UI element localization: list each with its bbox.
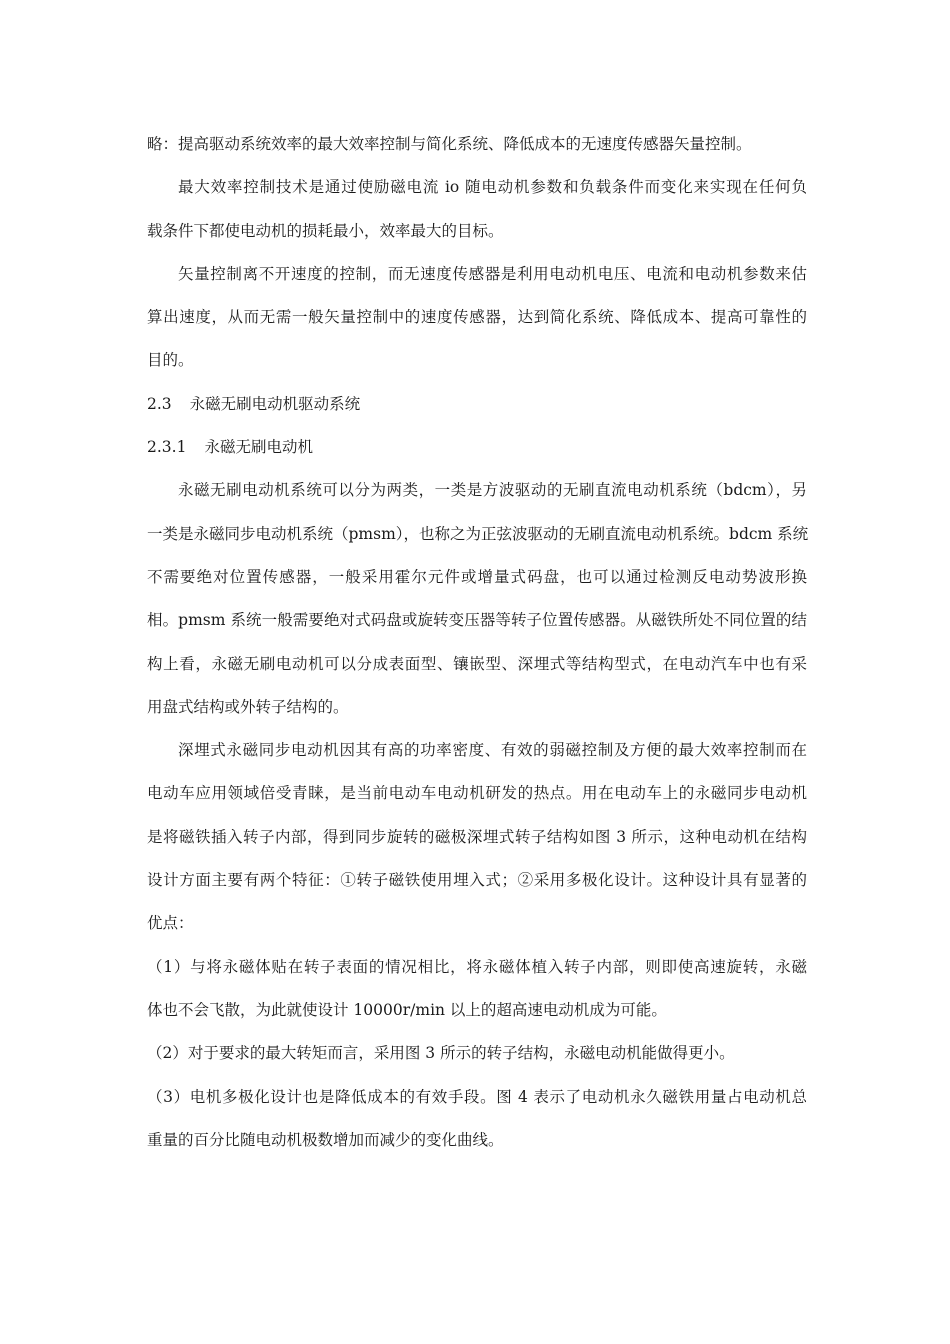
text-line: 永磁无刷电动机系统可以分为两类，一类是方波驱动的无刷直流电动机系统（bdcm），另 — [178, 481, 807, 500]
text-line: 电动车应用领域倍受青睐，是当前电动车电动机研发的热点。用在电动车上的永磁同步电动机 — [147, 784, 807, 803]
body-paragraphs — [147, 469, 807, 1162]
text-line: （2）对于要求的最大转矩而言，采用图 3 所示的转子结构，永磁电动机能做得更小。 — [147, 1044, 735, 1063]
text-line: （3）电机多极化设计也是降低成本的有效手段。图 4 表示了电动机永久磁铁用量占电动机总 — [147, 1087, 807, 1106]
document-page — [147, 123, 807, 1162]
text-line: 最大效率控制技术是通过使励磁电流 io 随电动机参数和负载条件而变化来实现在任何负 — [178, 178, 807, 197]
text-line: 略：提高驱动系统效率的最大效率控制与简化系统、降低成本的无速度传感器矢量控制。 — [147, 135, 752, 153]
text-line: 载条件下都使电动机的损耗最小，效率最大的目标。 — [147, 221, 504, 240]
text-line: 重量的百分比随电动机极数增加而减少的变化曲线。 — [147, 1130, 504, 1149]
text-line: 一类是永磁同步电动机系统（pmsm），也称之为正弦波驱动的无刷直流电动机系统。bdcm 系统 — [147, 524, 809, 543]
subsection-title: 永磁无刷电动机 — [204, 438, 313, 457]
text-line: 算出速度，从而无需一般矢量控制中的速度传感器，达到简化系统、降低成本、提高可靠性的 — [147, 308, 807, 327]
text-line: 构上看，永磁无刷电动机可以分成表面型、镶嵌型、深埋式等结构型式，在电动汽车中也有采 — [147, 654, 807, 673]
section-number: 2.3 — [147, 394, 172, 413]
intro-paragraphs — [147, 123, 807, 383]
text-line: 矢量控制离不开速度的控制，而无速度传感器是利用电动机电压、电流和电动机参数来估 — [178, 264, 807, 283]
text-line: 设计方面主要有两个特征：①转子磁铁使用埋入式；②采用多极化设计。这种设计具有显著的 — [147, 871, 807, 890]
section-heading-2-3-1 — [147, 426, 807, 469]
text-line: 体也不会飞散，为此就使设计 10000r/min 以上的超高速电动机成为可能。 — [147, 1000, 667, 1019]
text-line: 不需要绝对位置传感器，一般采用霍尔元件或增量式码盘，也可以通过检测反电动势波形换 — [147, 567, 807, 586]
text-line: 优点： — [147, 914, 194, 933]
text-line: 相。pmsm 系统一般需要绝对式码盘或旋转变压器等转子位置传感器。从磁铁所处不同位置的结 — [147, 611, 807, 630]
section-title: 永磁无刷电动机驱动系统 — [189, 394, 361, 413]
text-line: 深埋式永磁同步电动机因其有高的功率密度、有效的弱磁控制及方便的最大效率控制而在 — [178, 741, 807, 760]
text-line: 用盘式结构或外转子结构的。 — [147, 697, 349, 716]
text-line: 目的。 — [147, 351, 194, 370]
text-line: 是将磁铁插入转子内部，得到同步旋转的磁极深埋式转子结构如图 3 所示，这种电动机在结构 — [147, 827, 807, 846]
text-line: （1）与将永磁体贴在转子表面的情况相比，将永磁体植入转子内部，则即使高速旋转，永磁 — [147, 957, 807, 976]
subsection-number: 2.3.1 — [147, 438, 187, 457]
section-heading-2-3 — [147, 383, 807, 426]
